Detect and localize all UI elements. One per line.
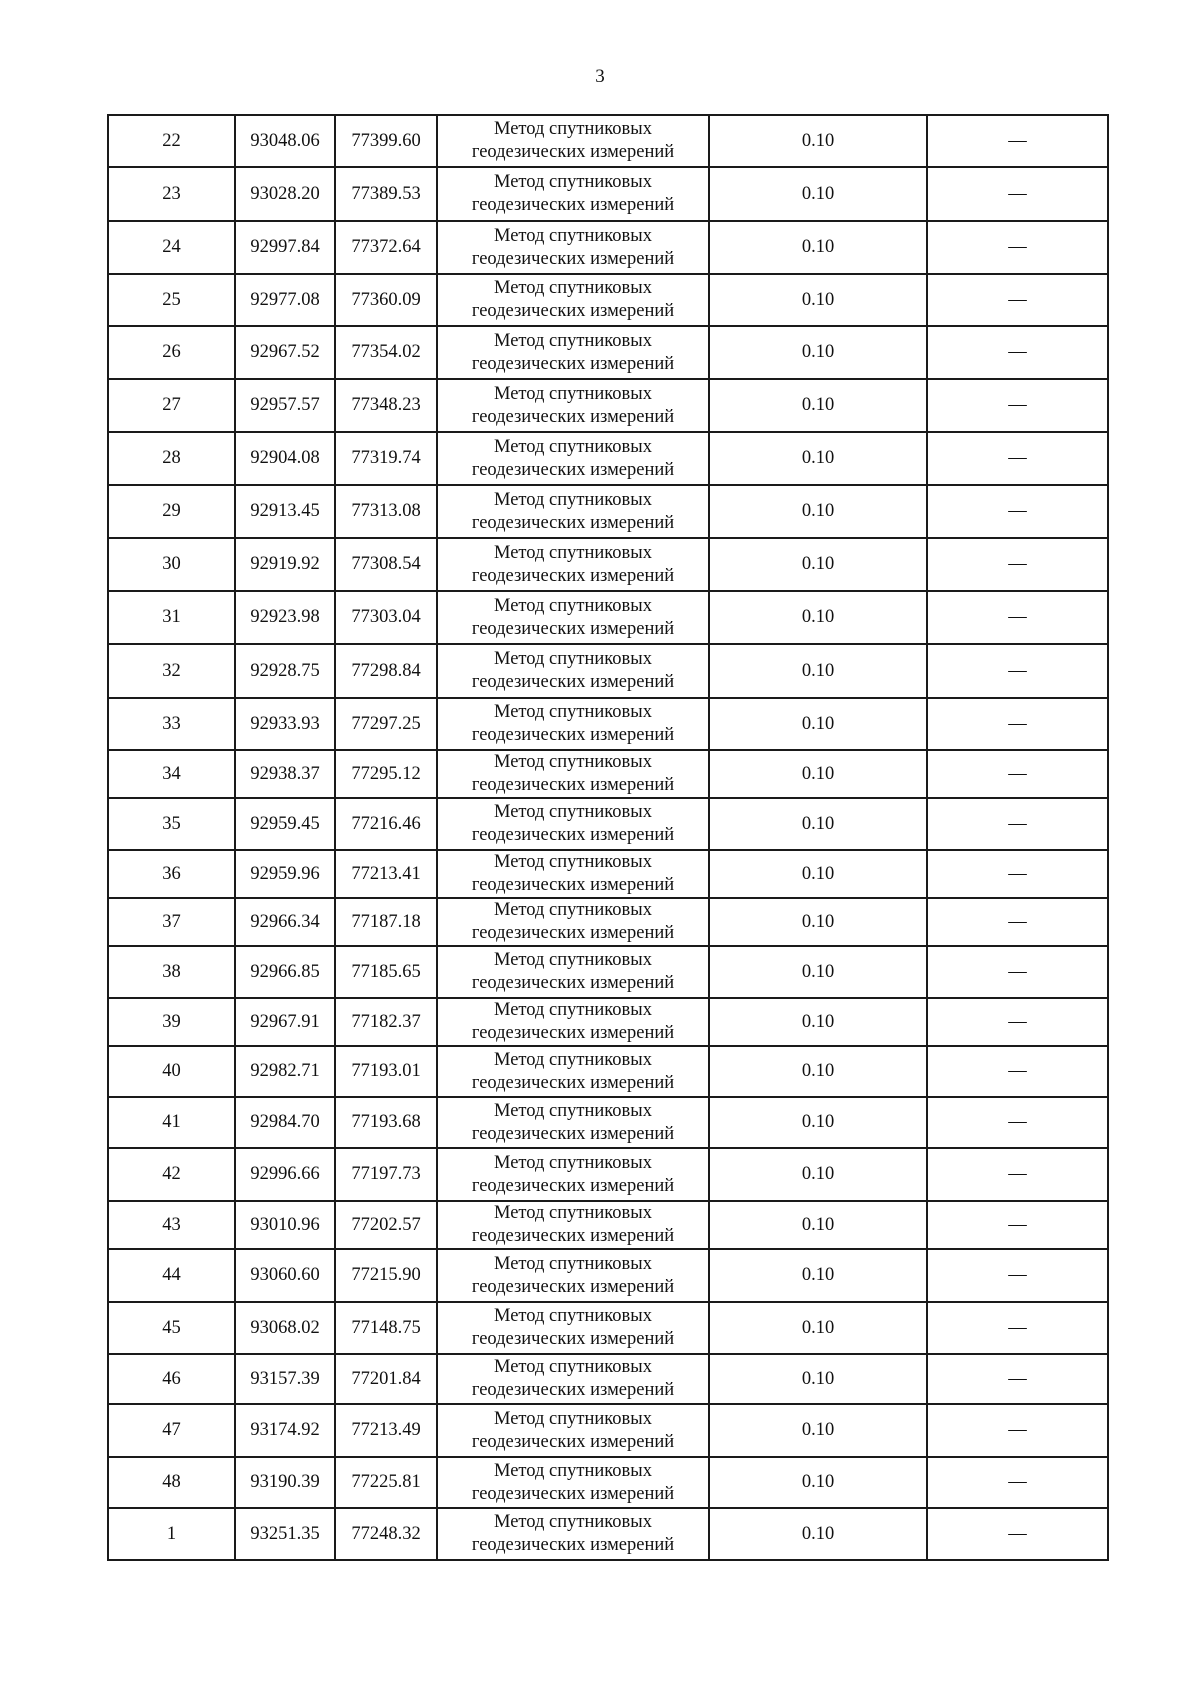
point-number-cell: 27 <box>108 379 235 432</box>
point-number-cell: 32 <box>108 644 235 698</box>
accuracy-cell: 0.10 <box>709 798 927 850</box>
point-number-cell: 47 <box>108 1404 235 1457</box>
table-row <box>108 1508 1108 1560</box>
x-coordinate-cell: 92938.37 <box>235 750 335 798</box>
table-row <box>108 167 1108 221</box>
x-coordinate-cell: 92919.92 <box>235 538 335 591</box>
y-coordinate-cell: 77185.65 <box>335 946 437 998</box>
method-cell: Метод спутниковых геодезических измерений <box>437 538 709 591</box>
method-cell: Метод спутниковых геодезических измерений <box>437 591 709 644</box>
accuracy-cell: 0.10 <box>709 115 927 167</box>
y-coordinate-cell: 77319.74 <box>335 432 437 485</box>
point-number-cell: 37 <box>108 898 235 946</box>
method-cell: Метод спутниковых геодезических измерений <box>437 1302 709 1354</box>
table-row <box>108 998 1108 1046</box>
y-coordinate-cell: 77372.64 <box>335 221 437 274</box>
y-coordinate-cell: 77313.08 <box>335 485 437 538</box>
accuracy-cell: 0.10 <box>709 379 927 432</box>
x-coordinate-cell: 93157.39 <box>235 1354 335 1404</box>
x-coordinate-cell: 92913.45 <box>235 485 335 538</box>
y-coordinate-cell: 77193.68 <box>335 1097 437 1148</box>
point-number-cell: 26 <box>108 326 235 379</box>
point-number-cell: 33 <box>108 698 235 750</box>
note-cell: — <box>927 167 1108 221</box>
point-number-cell: 44 <box>108 1249 235 1302</box>
x-coordinate-cell: 92982.71 <box>235 1046 335 1097</box>
y-coordinate-cell: 77389.53 <box>335 167 437 221</box>
note-cell: — <box>927 1148 1108 1201</box>
note-cell: — <box>927 898 1108 946</box>
x-coordinate-cell: 92996.66 <box>235 1148 335 1201</box>
y-coordinate-cell: 77399.60 <box>335 115 437 167</box>
point-number-cell: 45 <box>108 1302 235 1354</box>
method-cell: Метод спутниковых геодезических измерений <box>437 1457 709 1508</box>
point-number-cell: 46 <box>108 1354 235 1404</box>
note-cell: — <box>927 1457 1108 1508</box>
note-cell: — <box>927 750 1108 798</box>
y-coordinate-cell: 77348.23 <box>335 379 437 432</box>
table-row <box>108 274 1108 326</box>
note-cell: — <box>927 485 1108 538</box>
note-cell: — <box>927 1249 1108 1302</box>
table-row <box>108 1457 1108 1508</box>
table-row <box>108 115 1108 167</box>
table-row <box>108 485 1108 538</box>
accuracy-cell: 0.10 <box>709 698 927 750</box>
y-coordinate-cell: 77360.09 <box>335 274 437 326</box>
table-row <box>108 379 1108 432</box>
method-cell: Метод спутниковых геодезических измерений <box>437 698 709 750</box>
accuracy-cell: 0.10 <box>709 538 927 591</box>
point-number-cell: 40 <box>108 1046 235 1097</box>
point-number-cell: 39 <box>108 998 235 1046</box>
accuracy-cell: 0.10 <box>709 1508 927 1560</box>
note-cell: — <box>927 1302 1108 1354</box>
note-cell: — <box>927 379 1108 432</box>
y-coordinate-cell: 77148.75 <box>335 1302 437 1354</box>
table-row <box>108 850 1108 898</box>
note-cell: — <box>927 698 1108 750</box>
y-coordinate-cell: 77354.02 <box>335 326 437 379</box>
x-coordinate-cell: 93251.35 <box>235 1508 335 1560</box>
x-coordinate-cell: 93010.96 <box>235 1201 335 1249</box>
accuracy-cell: 0.10 <box>709 221 927 274</box>
method-cell: Метод спутниковых геодезических измерений <box>437 1148 709 1201</box>
table-row <box>108 1354 1108 1404</box>
table-row <box>108 1302 1108 1354</box>
x-coordinate-cell: 92997.84 <box>235 221 335 274</box>
point-number-cell: 43 <box>108 1201 235 1249</box>
table-row <box>108 750 1108 798</box>
y-coordinate-cell: 77297.25 <box>335 698 437 750</box>
accuracy-cell: 0.10 <box>709 850 927 898</box>
x-coordinate-cell: 92957.57 <box>235 379 335 432</box>
point-number-cell: 48 <box>108 1457 235 1508</box>
accuracy-cell: 0.10 <box>709 1097 927 1148</box>
page-number: 3 <box>595 66 605 87</box>
x-coordinate-cell: 92966.85 <box>235 946 335 998</box>
method-cell: Метод спутниковых геодезических измерений <box>437 946 709 998</box>
y-coordinate-cell: 77298.84 <box>335 644 437 698</box>
x-coordinate-cell: 92933.93 <box>235 698 335 750</box>
x-coordinate-cell: 93068.02 <box>235 1302 335 1354</box>
table-row <box>108 644 1108 698</box>
note-cell: — <box>927 1404 1108 1457</box>
method-cell: Метод спутниковых геодезических измерений <box>437 326 709 379</box>
point-number-cell: 28 <box>108 432 235 485</box>
point-number-cell: 24 <box>108 221 235 274</box>
accuracy-cell: 0.10 <box>709 644 927 698</box>
note-cell: — <box>927 274 1108 326</box>
point-number-cell: 42 <box>108 1148 235 1201</box>
method-cell: Метод спутниковых геодезических измерений <box>437 432 709 485</box>
note-cell: — <box>927 432 1108 485</box>
accuracy-cell: 0.10 <box>709 1404 927 1457</box>
y-coordinate-cell: 77213.41 <box>335 850 437 898</box>
method-cell: Метод спутниковых геодезических измерений <box>437 798 709 850</box>
accuracy-cell: 0.10 <box>709 1249 927 1302</box>
y-coordinate-cell: 77187.18 <box>335 898 437 946</box>
point-number-cell: 29 <box>108 485 235 538</box>
method-cell: Метод спутниковых геодезических измерений <box>437 1097 709 1148</box>
x-coordinate-cell: 92904.08 <box>235 432 335 485</box>
accuracy-cell: 0.10 <box>709 167 927 221</box>
point-number-cell: 35 <box>108 798 235 850</box>
accuracy-cell: 0.10 <box>709 750 927 798</box>
x-coordinate-cell: 92959.45 <box>235 798 335 850</box>
accuracy-cell: 0.10 <box>709 432 927 485</box>
note-cell: — <box>927 591 1108 644</box>
x-coordinate-cell: 93028.20 <box>235 167 335 221</box>
method-cell: Метод спутниковых геодезических измерений <box>437 998 709 1046</box>
coordinates-table-body <box>108 115 1108 1560</box>
method-cell: Метод спутниковых геодезических измерений <box>437 1046 709 1097</box>
note-cell: — <box>927 798 1108 850</box>
method-cell: Метод спутниковых геодезических измерений <box>437 115 709 167</box>
table-row <box>108 946 1108 998</box>
table-row <box>108 898 1108 946</box>
y-coordinate-cell: 77197.73 <box>335 1148 437 1201</box>
method-cell: Метод спутниковых геодезических измерений <box>437 221 709 274</box>
table-row <box>108 432 1108 485</box>
point-number-cell: 38 <box>108 946 235 998</box>
x-coordinate-cell: 92967.91 <box>235 998 335 1046</box>
accuracy-cell: 0.10 <box>709 898 927 946</box>
note-cell: — <box>927 998 1108 1046</box>
table-row <box>108 1249 1108 1302</box>
table-row <box>108 1046 1108 1097</box>
accuracy-cell: 0.10 <box>709 274 927 326</box>
table-row <box>108 221 1108 274</box>
accuracy-cell: 0.10 <box>709 946 927 998</box>
x-coordinate-cell: 93060.60 <box>235 1249 335 1302</box>
accuracy-cell: 0.10 <box>709 1201 927 1249</box>
point-number-cell: 41 <box>108 1097 235 1148</box>
y-coordinate-cell: 77202.57 <box>335 1201 437 1249</box>
x-coordinate-cell: 92967.52 <box>235 326 335 379</box>
y-coordinate-cell: 77295.12 <box>335 750 437 798</box>
method-cell: Метод спутниковых геодезических измерений <box>437 644 709 698</box>
point-number-cell: 1 <box>108 1508 235 1560</box>
method-cell: Метод спутниковых геодезических измерений <box>437 1354 709 1404</box>
y-coordinate-cell: 77201.84 <box>335 1354 437 1404</box>
y-coordinate-cell: 77215.90 <box>335 1249 437 1302</box>
note-cell: — <box>927 115 1108 167</box>
note-cell: — <box>927 1354 1108 1404</box>
x-coordinate-cell: 92928.75 <box>235 644 335 698</box>
y-coordinate-cell: 77225.81 <box>335 1457 437 1508</box>
method-cell: Метод спутниковых геодезических измерений <box>437 1508 709 1560</box>
note-cell: — <box>927 644 1108 698</box>
point-number-cell: 36 <box>108 850 235 898</box>
point-number-cell: 30 <box>108 538 235 591</box>
method-cell: Метод спутниковых геодезических измерений <box>437 379 709 432</box>
accuracy-cell: 0.10 <box>709 485 927 538</box>
note-cell: — <box>927 326 1108 379</box>
note-cell: — <box>927 1508 1108 1560</box>
x-coordinate-cell: 92977.08 <box>235 274 335 326</box>
accuracy-cell: 0.10 <box>709 591 927 644</box>
x-coordinate-cell: 92923.98 <box>235 591 335 644</box>
note-cell: — <box>927 946 1108 998</box>
point-number-cell: 31 <box>108 591 235 644</box>
accuracy-cell: 0.10 <box>709 1046 927 1097</box>
y-coordinate-cell: 77308.54 <box>335 538 437 591</box>
point-number-cell: 25 <box>108 274 235 326</box>
note-cell: — <box>927 850 1108 898</box>
accuracy-cell: 0.10 <box>709 1302 927 1354</box>
accuracy-cell: 0.10 <box>709 1148 927 1201</box>
table-row <box>108 591 1108 644</box>
accuracy-cell: 0.10 <box>709 326 927 379</box>
accuracy-cell: 0.10 <box>709 1457 927 1508</box>
x-coordinate-cell: 93174.92 <box>235 1404 335 1457</box>
table-row <box>108 326 1108 379</box>
method-cell: Метод спутниковых геодезических измерений <box>437 274 709 326</box>
y-coordinate-cell: 77193.01 <box>335 1046 437 1097</box>
y-coordinate-cell: 77216.46 <box>335 798 437 850</box>
table-row <box>108 1148 1108 1201</box>
y-coordinate-cell: 77248.32 <box>335 1508 437 1560</box>
accuracy-cell: 0.10 <box>709 1354 927 1404</box>
method-cell: Метод спутниковых геодезических измерений <box>437 898 709 946</box>
y-coordinate-cell: 77213.49 <box>335 1404 437 1457</box>
x-coordinate-cell: 92966.34 <box>235 898 335 946</box>
method-cell: Метод спутниковых геодезических измерений <box>437 1249 709 1302</box>
table-row <box>108 1201 1108 1249</box>
x-coordinate-cell: 93048.06 <box>235 115 335 167</box>
method-cell: Метод спутниковых геодезических измерений <box>437 167 709 221</box>
x-coordinate-cell: 92984.70 <box>235 1097 335 1148</box>
method-cell: Метод спутниковых геодезических измерений <box>437 1404 709 1457</box>
table-row <box>108 798 1108 850</box>
method-cell: Метод спутниковых геодезических измерений <box>437 750 709 798</box>
point-number-cell: 34 <box>108 750 235 798</box>
y-coordinate-cell: 77303.04 <box>335 591 437 644</box>
note-cell: — <box>927 1201 1108 1249</box>
note-cell: — <box>927 221 1108 274</box>
point-number-cell: 23 <box>108 167 235 221</box>
method-cell: Метод спутниковых геодезических измерений <box>437 485 709 538</box>
method-cell: Метод спутниковых геодезических измерений <box>437 1201 709 1249</box>
coordinates-table <box>107 114 1109 1561</box>
note-cell: — <box>927 1097 1108 1148</box>
x-coordinate-cell: 92959.96 <box>235 850 335 898</box>
method-cell: Метод спутниковых геодезических измерений <box>437 850 709 898</box>
table-row <box>108 538 1108 591</box>
table-row <box>108 698 1108 750</box>
y-coordinate-cell: 77182.37 <box>335 998 437 1046</box>
table-row <box>108 1097 1108 1148</box>
note-cell: — <box>927 538 1108 591</box>
table-row <box>108 1404 1108 1457</box>
point-number-cell: 22 <box>108 115 235 167</box>
accuracy-cell: 0.10 <box>709 998 927 1046</box>
x-coordinate-cell: 93190.39 <box>235 1457 335 1508</box>
note-cell: — <box>927 1046 1108 1097</box>
